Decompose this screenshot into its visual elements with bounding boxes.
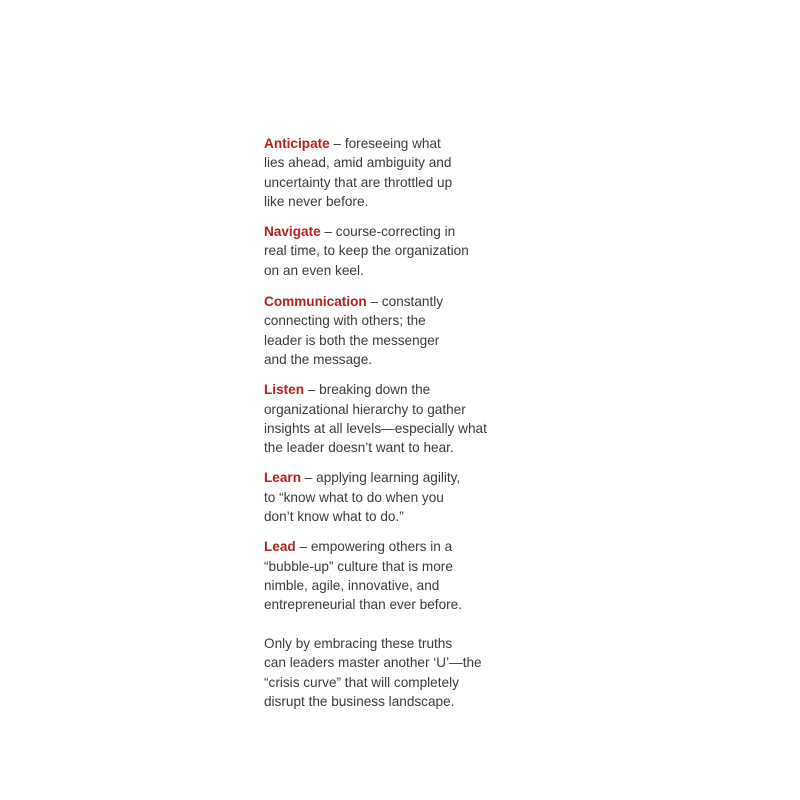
- entry-line: entrepreneurial than ever before.: [264, 597, 462, 613]
- closing-line: Only by embracing these truths: [264, 635, 453, 651]
- entry-first-line: [264, 222, 524, 241]
- entry-line: insights at all levels—especially what: [264, 420, 487, 436]
- term-communication: Communication: [264, 294, 367, 310]
- term-anticipate: Anticipate: [264, 136, 330, 151]
- entry-line: connecting with others; the: [264, 313, 426, 329]
- entry-first-line: [264, 380, 524, 399]
- entry-line: to “know what to do when you: [264, 489, 444, 505]
- entry-description: – course-correcting in: [320, 224, 456, 240]
- text-column: [264, 134, 524, 726]
- entry-line: organizational hierarchy to gather: [264, 401, 466, 417]
- entry-first-line: [264, 134, 524, 153]
- entry-description: – foreseeing what: [329, 136, 441, 151]
- entry-description: – breaking down the: [304, 382, 431, 398]
- term-lead: Lead: [264, 539, 296, 555]
- entry-line: nimble, agile, innovative, and: [264, 577, 440, 593]
- entry-first-line: [264, 537, 524, 556]
- term-listen: Listen: [264, 382, 305, 398]
- entry-listen: [264, 380, 524, 457]
- entry-line: like never before.: [264, 193, 369, 209]
- entry-anticipate: [264, 134, 524, 211]
- closing-line: can leaders master another ‘U’—the: [264, 655, 482, 671]
- closing-line: disrupt the business landscape.: [264, 694, 455, 710]
- entry-line: don’t know what to do.”: [264, 509, 404, 525]
- entry-first-line: [264, 292, 524, 311]
- entry-description: – empowering others in a: [295, 539, 453, 555]
- entry-first-line: [264, 468, 524, 487]
- entry-description: – applying learning agility,: [301, 470, 461, 486]
- entry-description: – constantly: [366, 294, 444, 310]
- entry-line: “bubble-up” culture that is more: [264, 558, 453, 574]
- entry-learn: [264, 468, 524, 526]
- entry-line: uncertainty that are throttled up: [264, 174, 453, 190]
- entry-line: on an even keel.: [264, 262, 364, 278]
- closing-line: “crisis curve” that will completely: [264, 674, 459, 690]
- entry-lead: [264, 537, 524, 614]
- term-navigate: Navigate: [264, 224, 321, 240]
- closing-paragraph: [264, 634, 524, 712]
- term-learn: Learn: [264, 470, 302, 486]
- entry-line: real time, to keep the organization: [264, 243, 469, 259]
- entry-line: leader is both the messenger: [264, 332, 440, 348]
- entry-navigate: [264, 222, 524, 280]
- entry-line: lies ahead, amid ambiguity and: [264, 155, 452, 171]
- entry-line: and the message.: [264, 351, 373, 367]
- entry-line: the leader doesn’t want to hear.: [264, 440, 454, 456]
- entry-communication: [264, 292, 524, 369]
